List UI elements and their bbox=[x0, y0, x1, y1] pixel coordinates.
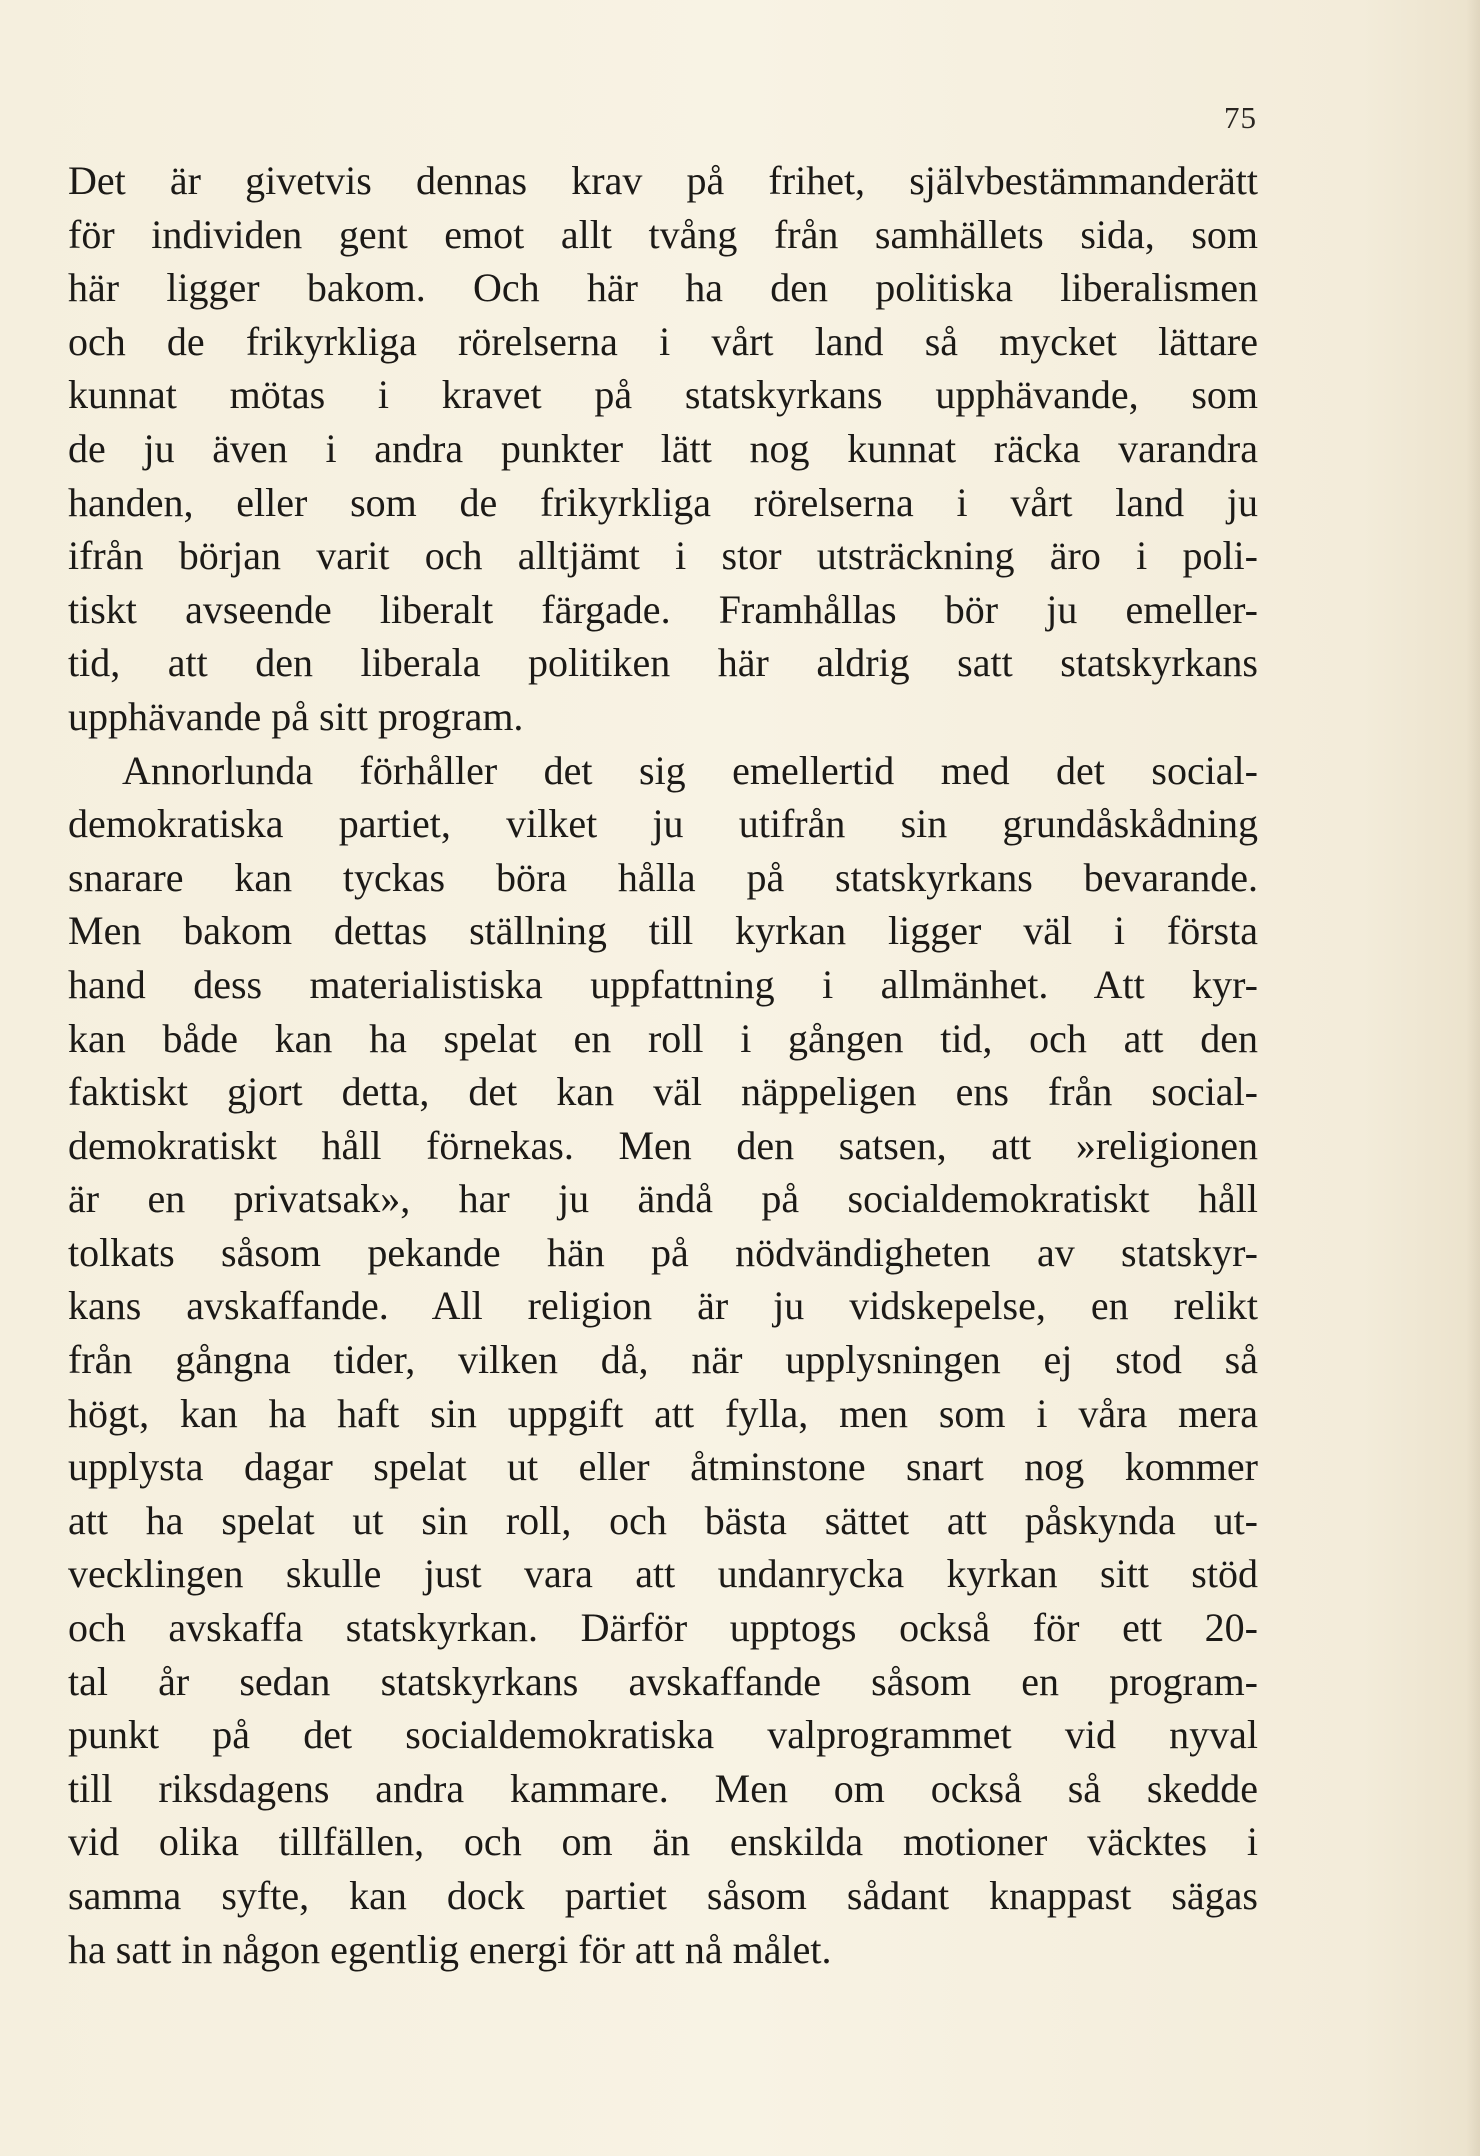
text-line: här ligger bakom. Och här ha den politiska liberalismen bbox=[68, 265, 1258, 311]
text-line: och avskaffa statskyrkan. Därför upptogs också för ett 20- bbox=[68, 1605, 1258, 1651]
text-line: faktiskt gjort detta, det kan väl näppeligen ens från social- bbox=[68, 1069, 1258, 1115]
text-line: från gångna tider, vilken då, när upplysningen ej stod så bbox=[68, 1337, 1258, 1383]
text-line: demokratiskt håll förnekas. Men den satsen, att »religionen bbox=[68, 1122, 1258, 1168]
text-line: kan både kan ha spelat en roll i gången tid, och att den bbox=[68, 1015, 1258, 1061]
body-text bbox=[68, 154, 1258, 1976]
text-line: demokratiska partiet, vilket ju utifrån sin grundåskådning bbox=[68, 801, 1258, 847]
text-line: tal år sedan statskyrkans avskaffande såsom en program- bbox=[68, 1658, 1258, 1704]
text-line: högt, kan ha haft sin uppgift att fylla, men som i våra mera bbox=[68, 1390, 1258, 1436]
text-line: ha satt in någon egentlig energi för att nå målet. bbox=[68, 1926, 832, 1972]
text-line: att ha spelat ut sin roll, och bästa sättet att påskynda ut- bbox=[68, 1497, 1258, 1543]
text-line: kans avskaffande. All religion är ju vidskepelse, en relikt bbox=[68, 1283, 1258, 1329]
text-line: de ju även i andra punkter lätt nog kunnat räcka varandra bbox=[68, 425, 1258, 471]
text-line: och de frikyrkliga rörelserna i vårt land så mycket lättare bbox=[68, 318, 1258, 364]
text-line: till riksdagens andra kammare. Men om också så skedde bbox=[68, 1765, 1258, 1811]
text-line: vecklingen skulle just vara att undanrycka kyrkan sitt stöd bbox=[68, 1551, 1258, 1597]
text-line: tolkats såsom pekande hän på nödvändigheten av statskyr- bbox=[68, 1229, 1258, 1275]
text-line: tiskt avseende liberalt färgade. Framhållas bör ju emeller- bbox=[68, 586, 1258, 632]
text-line: handen, eller som de frikyrkliga rörelserna i vårt land ju bbox=[68, 479, 1258, 525]
text-line: hand dess materialistiska uppfattning i allmänhet. Att kyr- bbox=[68, 961, 1258, 1007]
text-line: kunnat mötas i kravet på statskyrkans upphävande, som bbox=[68, 372, 1258, 418]
text-line: Det är givetvis dennas krav på frihet, självbestämmanderätt bbox=[68, 158, 1258, 203]
text-line: vid olika tillfällen, och om än enskilda motioner väcktes i bbox=[68, 1819, 1258, 1865]
text-line: tid, att den liberala politiken här aldrig satt statskyrkans bbox=[68, 640, 1258, 686]
text-line: upplysta dagar spelat ut eller åtminstone snart nog kommer bbox=[68, 1444, 1258, 1490]
text-line: Annorlunda förhåller det sig emellertid med det social- bbox=[122, 747, 1258, 793]
page-edge-shadow bbox=[1466, 0, 1480, 2156]
text-line: punkt på det socialdemokratiska valprogrammet vid nyval bbox=[68, 1712, 1258, 1758]
text-line: samma syfte, kan dock partiet såsom sådant knappast sägas bbox=[68, 1873, 1258, 1918]
text-line: Men bakom dettas ställning till kyrkan ligger väl i första bbox=[68, 908, 1258, 954]
text-line: snarare kan tyckas böra hålla på statskyrkans bevarande. bbox=[68, 854, 1258, 900]
text-line: ifrån början varit och alltjämt i stor utsträckning äro i poli- bbox=[68, 533, 1258, 579]
page-number: 75 bbox=[1224, 100, 1257, 135]
text-line: för individen gent emot allt tvång från samhällets sida, som bbox=[68, 211, 1258, 257]
text-line: upphävande på sitt program. bbox=[68, 693, 524, 739]
text-line: är en privatsak», har ju ändå på socialdemokratiskt håll bbox=[68, 1176, 1258, 1222]
